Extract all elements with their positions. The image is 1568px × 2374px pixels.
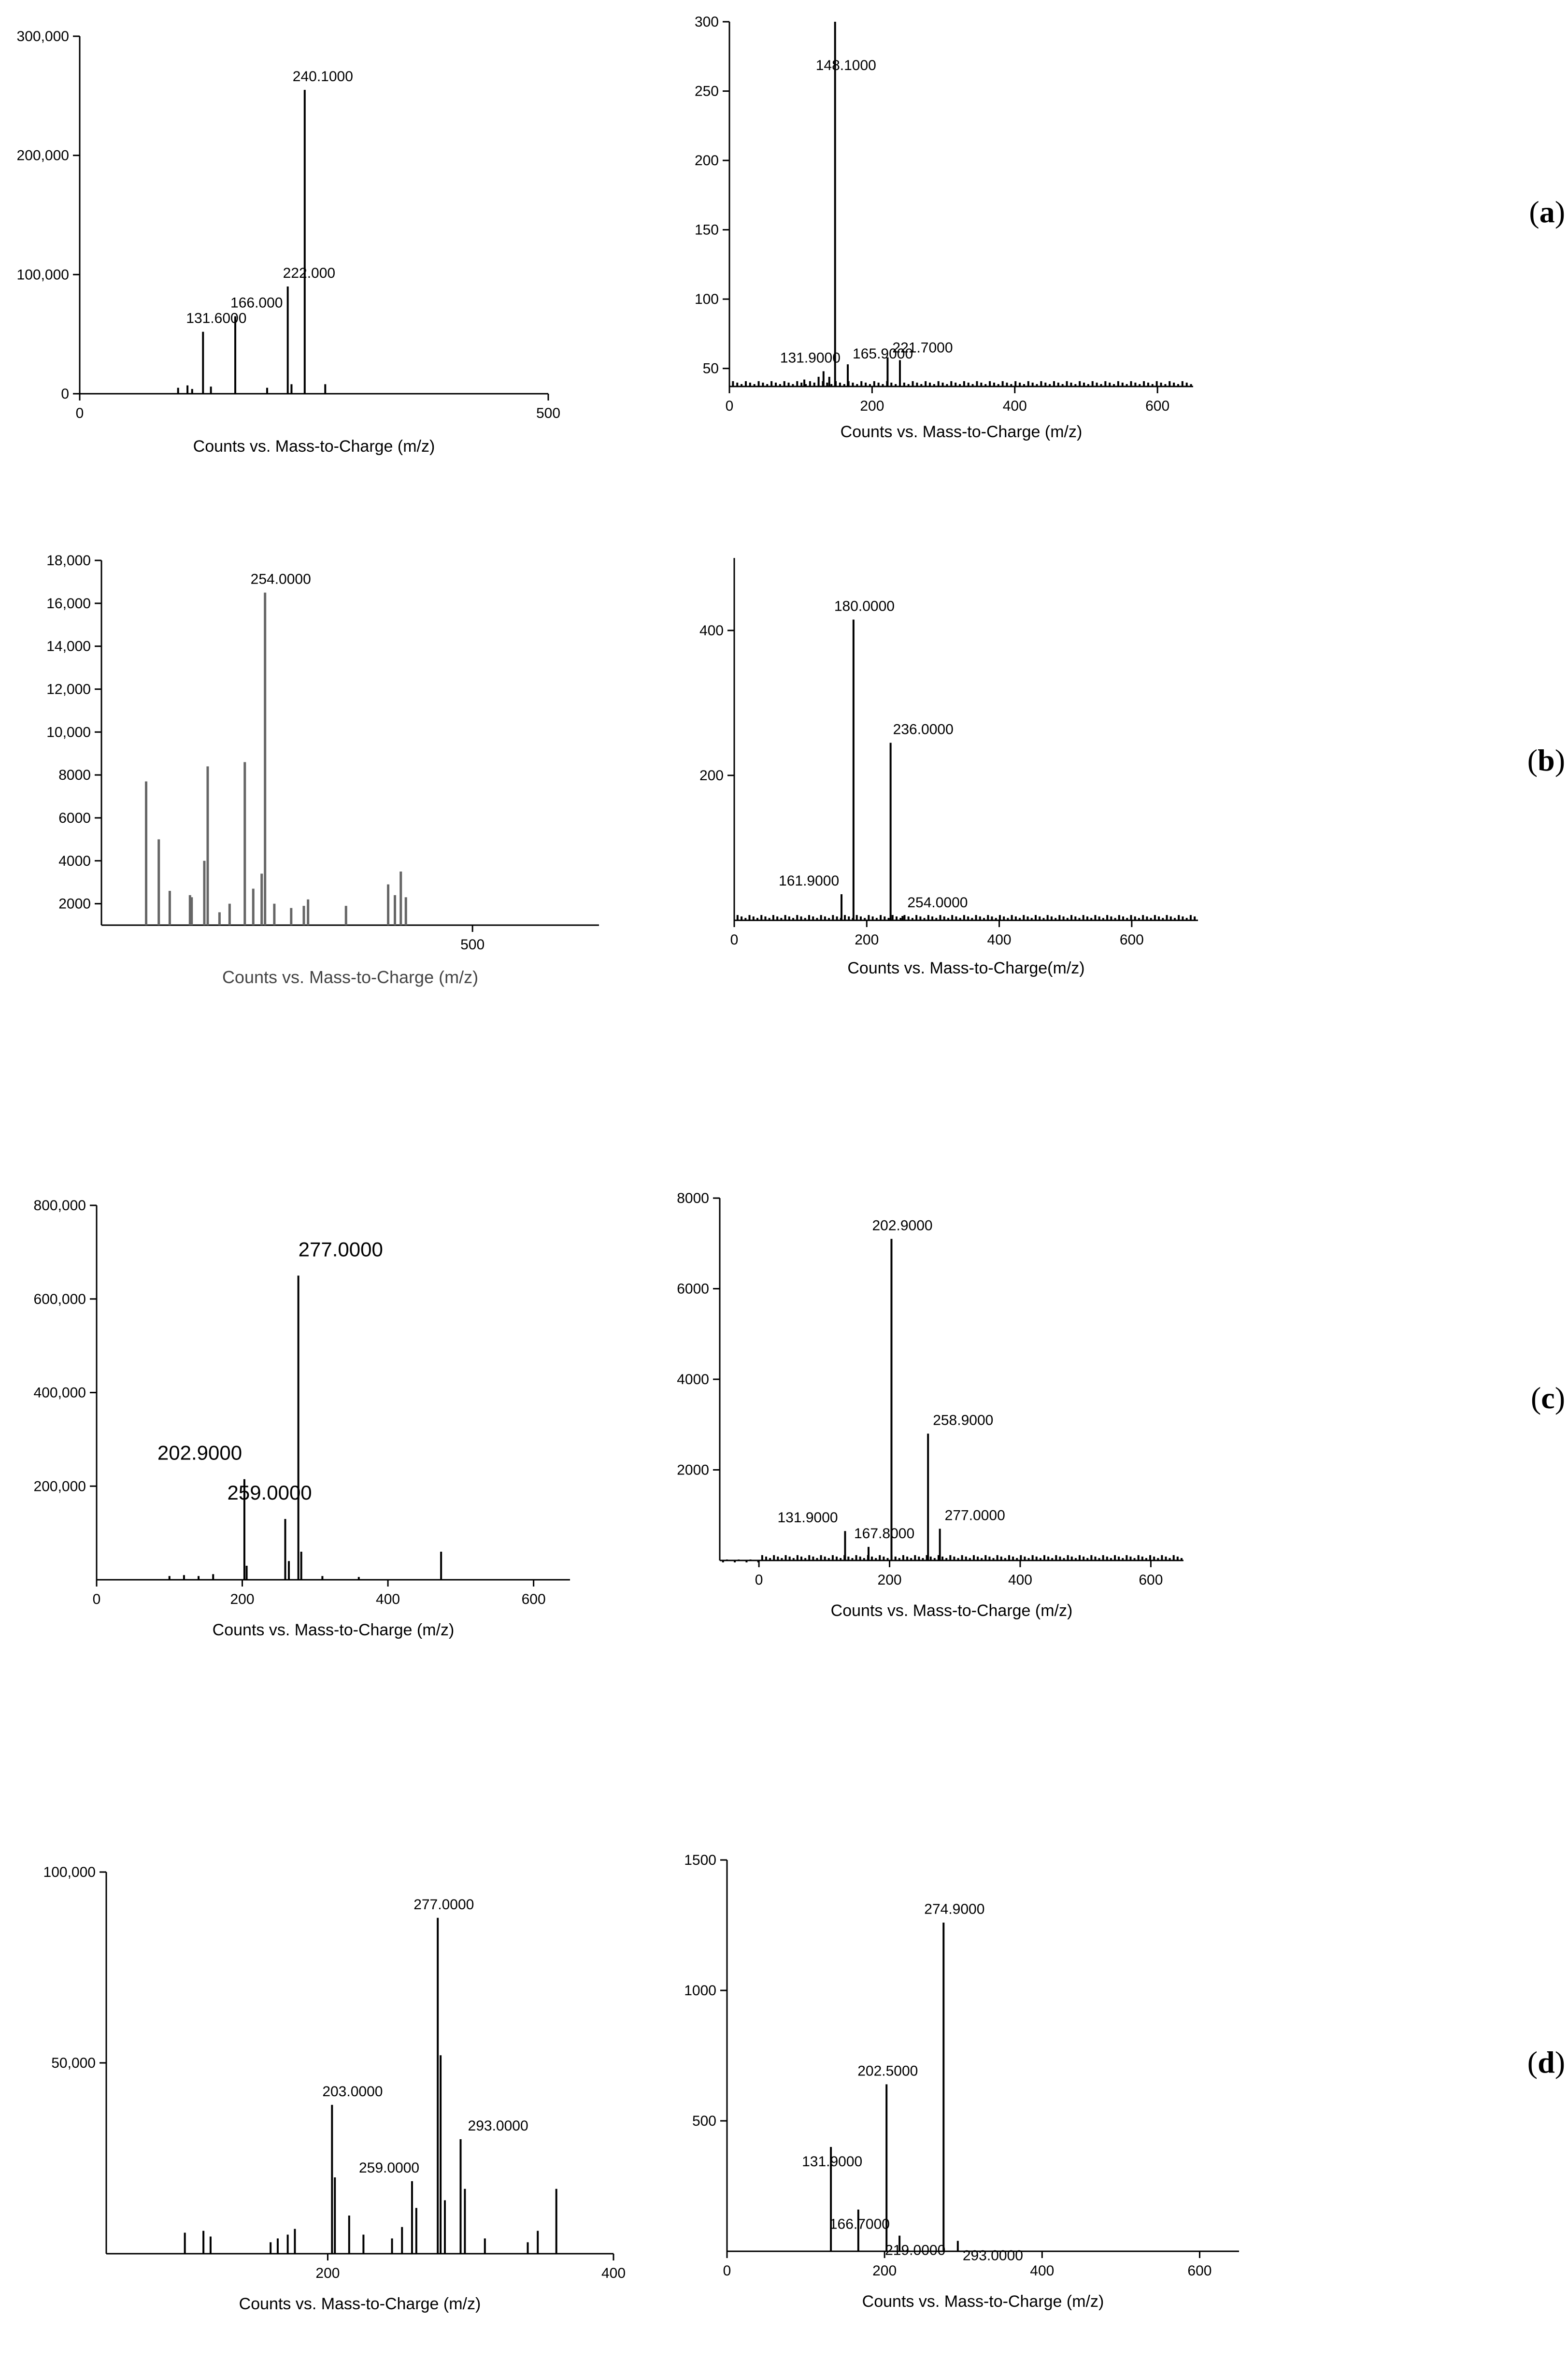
x-tick-label: 200 bbox=[877, 1572, 902, 1588]
y-tick-label: 10,000 bbox=[46, 724, 91, 741]
peak-label: 131.9000 bbox=[777, 1510, 838, 1526]
panel-label: (a) bbox=[1529, 195, 1565, 229]
y-tick-label: 200,000 bbox=[16, 147, 69, 164]
y-tick-label: 6000 bbox=[58, 810, 91, 826]
y-tick-label: 250 bbox=[694, 83, 719, 100]
x-tick-label: 0 bbox=[92, 1591, 101, 1607]
x-axis-title: Counts vs. Mass-to-Charge (m/z) bbox=[222, 967, 479, 987]
x-tick-label: 200 bbox=[860, 398, 884, 414]
y-tick-label: 50 bbox=[702, 360, 719, 377]
peak-label: 240.1000 bbox=[292, 69, 353, 85]
x-tick-label: 400 bbox=[601, 2265, 626, 2281]
y-tick-label: 500 bbox=[692, 2113, 716, 2129]
y-tick-label: 14,000 bbox=[46, 638, 91, 655]
y-tick-label: 8000 bbox=[58, 767, 91, 784]
y-tick-label: 12,000 bbox=[46, 681, 91, 698]
y-tick-label: 4000 bbox=[677, 1372, 709, 1387]
y-tick-label: 200 bbox=[699, 768, 724, 784]
peak-label: 180.0000 bbox=[834, 598, 895, 615]
y-tick-label: 6000 bbox=[677, 1281, 709, 1297]
y-tick-label: 16,000 bbox=[46, 595, 91, 612]
peak-label: 202.9000 bbox=[157, 1441, 242, 1464]
x-axis-title: Counts vs. Mass-to-Charge (m/z) bbox=[862, 2292, 1104, 2311]
x-tick-label: 500 bbox=[536, 405, 561, 421]
chart-b-right bbox=[699, 558, 1198, 977]
y-tick-label: 2000 bbox=[677, 1462, 709, 1478]
x-tick-label: 200 bbox=[855, 932, 879, 948]
x-tick-label: 600 bbox=[1187, 2263, 1212, 2279]
x-tick-label: 600 bbox=[1119, 932, 1144, 948]
peak-label: 222.000 bbox=[283, 265, 336, 281]
peak-label: 221.7000 bbox=[892, 340, 953, 356]
x-axis-title: Counts vs. Mass-to-Charge (m/z) bbox=[212, 1621, 455, 1639]
peak-label: 277.0000 bbox=[413, 1896, 474, 1913]
y-tick-label: 600,000 bbox=[33, 1291, 86, 1307]
y-tick-label: 400 bbox=[699, 623, 724, 639]
x-tick-label: 200 bbox=[872, 2263, 897, 2279]
x-axis-title: Counts vs. Mass-to-Charge (m/z) bbox=[830, 1602, 1073, 1620]
chart-d-right bbox=[684, 1852, 1239, 2311]
x-tick-label: 0 bbox=[725, 398, 734, 414]
x-tick-label: 400 bbox=[1030, 2263, 1055, 2279]
peak-label: 254.0000 bbox=[907, 895, 968, 911]
chart-a-left bbox=[17, 29, 560, 456]
x-tick-label: 0 bbox=[755, 1572, 763, 1588]
chart-d-left bbox=[43, 1864, 626, 2313]
peak-label: 202.5000 bbox=[857, 2063, 918, 2079]
peak-label: 219.0000 bbox=[885, 2242, 946, 2259]
chart-b-left bbox=[46, 553, 599, 987]
x-tick-label: 0 bbox=[730, 932, 739, 948]
y-tick-label: 0 bbox=[61, 386, 69, 402]
x-tick-label: 400 bbox=[376, 1591, 400, 1607]
x-tick-label: 400 bbox=[987, 932, 1012, 948]
peak-label: 293.0000 bbox=[962, 2247, 1023, 2264]
peak-label: 166.7000 bbox=[829, 2216, 890, 2232]
y-tick-label: 400,000 bbox=[33, 1385, 86, 1401]
peak-label: 148.1000 bbox=[815, 57, 876, 73]
y-tick-label: 200,000 bbox=[33, 1478, 86, 1495]
peak-label: 131.6000 bbox=[186, 310, 247, 327]
x-tick-label: 400 bbox=[1008, 1572, 1033, 1588]
x-axis-title: Counts vs. Mass-to-Charge(m/z) bbox=[847, 959, 1085, 977]
x-tick-label: 200 bbox=[230, 1591, 255, 1607]
chart-c-right bbox=[677, 1190, 1183, 1620]
y-tick-label: 4000 bbox=[58, 853, 91, 869]
y-tick-label: 2000 bbox=[58, 896, 91, 912]
x-tick-label: 600 bbox=[1139, 1572, 1163, 1588]
panel-label: (b) bbox=[1527, 743, 1565, 777]
y-tick-label: 800,000 bbox=[33, 1198, 86, 1214]
y-tick-label: 50,000 bbox=[51, 2055, 96, 2071]
y-tick-label: 150 bbox=[694, 222, 719, 238]
peak-label: 131.9000 bbox=[780, 350, 841, 366]
panel-label: (c) bbox=[1530, 1381, 1565, 1415]
peak-label: 167.8000 bbox=[854, 1525, 915, 1542]
x-tick-label: 0 bbox=[75, 405, 84, 421]
x-axis-title: Counts vs. Mass-to-Charge (m/z) bbox=[840, 423, 1083, 441]
x-axis-title: Counts vs. Mass-to-Charge (m/z) bbox=[193, 437, 435, 456]
peak-label: 203.0000 bbox=[322, 2083, 383, 2100]
peak-label: 236.0000 bbox=[893, 721, 954, 738]
x-tick-label: 600 bbox=[1145, 398, 1170, 414]
peak-label: 293.0000 bbox=[468, 2118, 528, 2134]
panel-label: (d) bbox=[1527, 2045, 1565, 2079]
peak-label: 166.000 bbox=[230, 295, 283, 311]
y-tick-label: 18,000 bbox=[46, 553, 91, 569]
peak-label: 161.9000 bbox=[779, 873, 840, 889]
y-tick-label: 1500 bbox=[684, 1852, 716, 1868]
y-tick-label: 100,000 bbox=[16, 267, 69, 283]
x-tick-label: 500 bbox=[460, 937, 485, 953]
peak-label: 165.9000 bbox=[853, 346, 913, 362]
peak-label: 277.0000 bbox=[298, 1238, 383, 1261]
peak-label: 259.0000 bbox=[358, 2159, 420, 2176]
peak-label: 258.9000 bbox=[933, 1412, 994, 1429]
y-tick-label: 100 bbox=[694, 291, 719, 308]
x-tick-label: 200 bbox=[315, 2265, 340, 2281]
y-tick-label: 8000 bbox=[677, 1190, 709, 1206]
chart-a-right bbox=[695, 14, 1193, 441]
peak-label: 277.0000 bbox=[944, 1507, 1005, 1524]
x-tick-label: 600 bbox=[521, 1591, 546, 1607]
y-tick-label: 300 bbox=[694, 14, 719, 30]
peak-label: 259.0000 bbox=[227, 1481, 312, 1504]
x-tick-label: 400 bbox=[1002, 398, 1027, 414]
y-tick-label: 100,000 bbox=[43, 1864, 96, 1880]
peak-label: 131.9000 bbox=[802, 2154, 863, 2170]
x-axis-title: Counts vs. Mass-to-Charge (m/z) bbox=[239, 2295, 481, 2313]
peak-label: 274.9000 bbox=[924, 1901, 985, 1917]
chart-c-left bbox=[34, 1198, 570, 1639]
peak-label: 254.0000 bbox=[250, 571, 311, 587]
peak-label: 202.9000 bbox=[872, 1217, 933, 1234]
x-tick-label: 0 bbox=[723, 2263, 731, 2279]
y-tick-label: 300,000 bbox=[16, 29, 69, 44]
y-tick-label: 1000 bbox=[684, 1983, 716, 1999]
y-tick-label: 200 bbox=[694, 153, 719, 169]
